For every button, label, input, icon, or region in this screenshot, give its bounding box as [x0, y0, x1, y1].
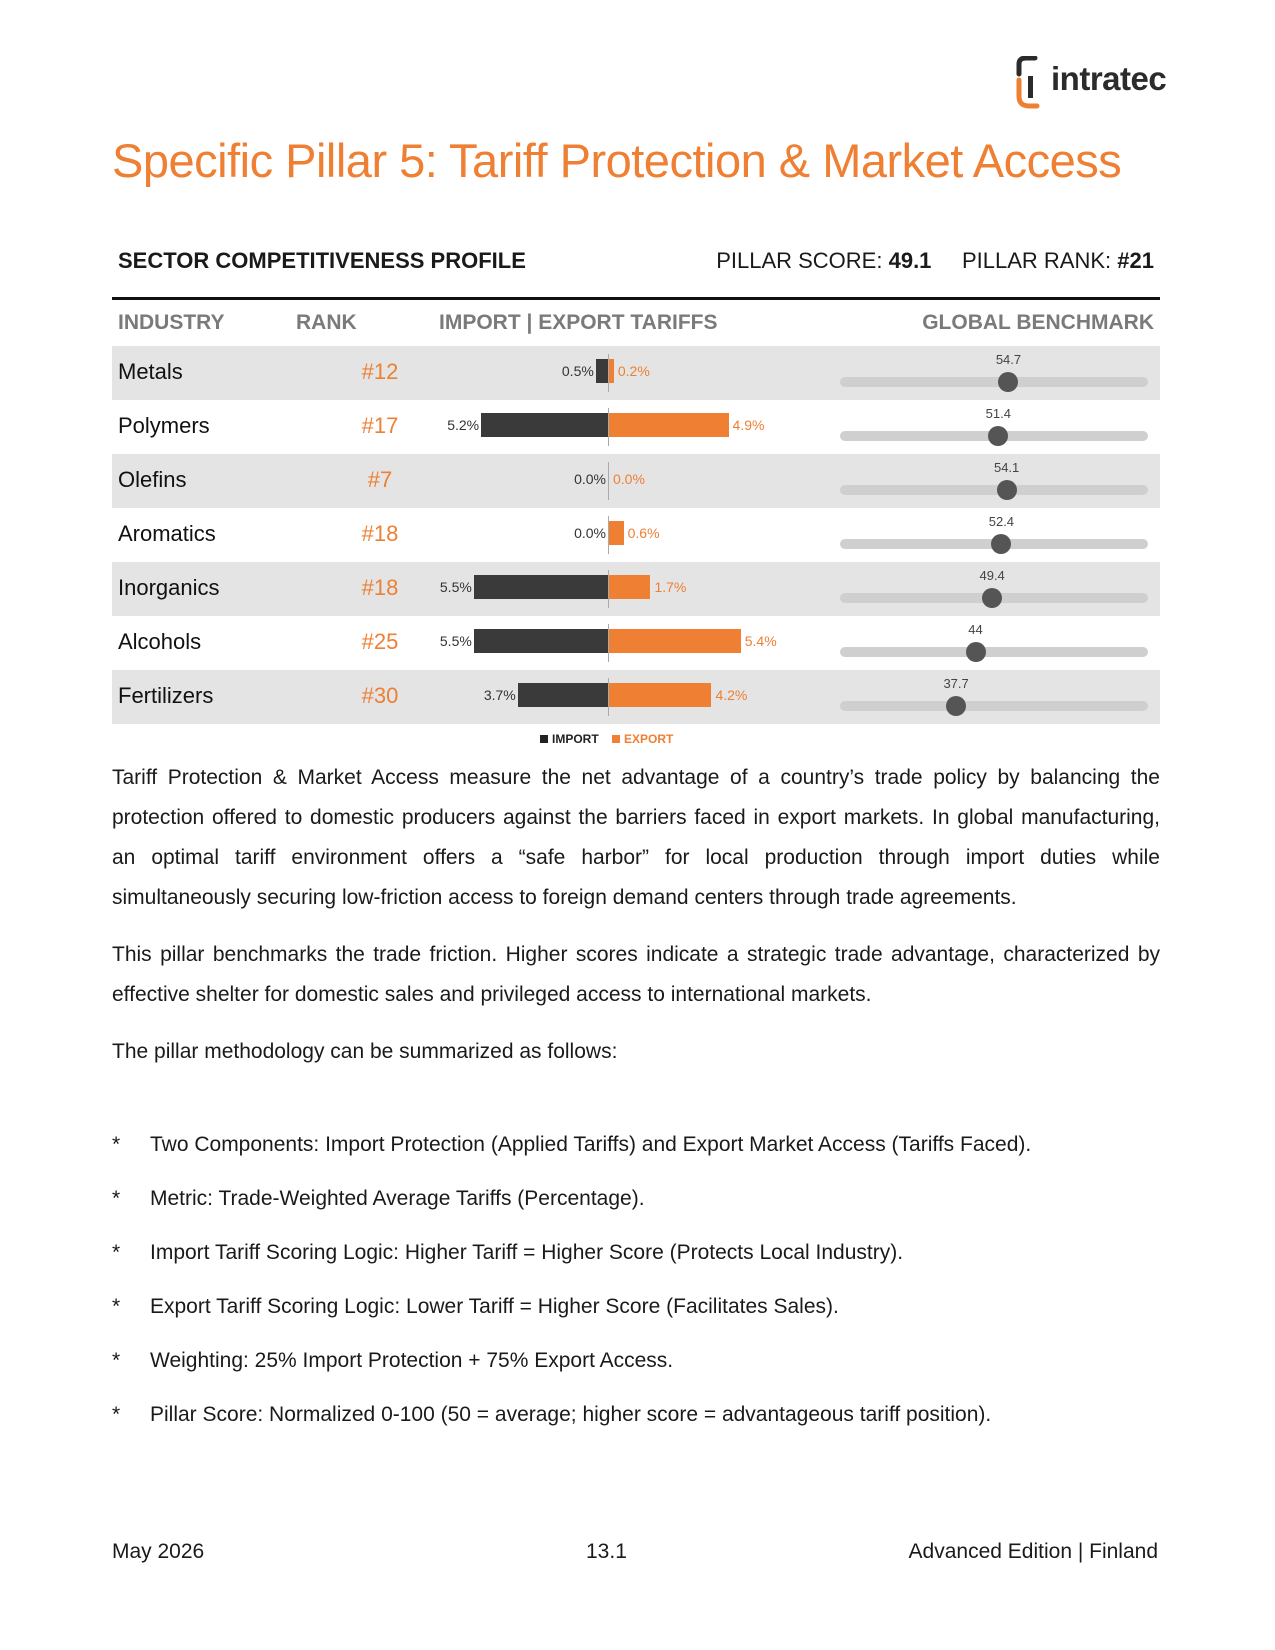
export-label: 4.9% — [732, 417, 765, 433]
benchmark-track — [840, 647, 1148, 657]
industry-name: Alcohols — [118, 629, 202, 654]
table-row — [112, 670, 1160, 724]
logo-mark-icon — [1015, 56, 1055, 112]
export-bar — [609, 413, 729, 437]
industry-rank: #18 — [361, 575, 399, 600]
table-header — [112, 311, 1160, 343]
industry-rank: #18 — [361, 521, 399, 546]
benchmark-value: 37.7 — [943, 676, 969, 691]
import-bar — [518, 683, 608, 707]
industry-name: Polymers — [118, 413, 210, 438]
legend-import — [540, 732, 599, 746]
zero-axis — [608, 570, 609, 608]
benchmark-track — [840, 701, 1148, 711]
rank-label: PILLAR RANK: — [961, 248, 1112, 273]
import-bar — [596, 359, 608, 383]
import-label: 0.0% — [574, 525, 606, 541]
bullet-marker: * — [112, 1241, 121, 1264]
export-label: 0.2% — [617, 363, 650, 379]
industry-name: Aromatics — [118, 521, 216, 546]
table-row — [112, 562, 1160, 616]
zero-axis — [608, 354, 609, 392]
bullet-text: Import Tariff Scoring Logic: Higher Tariff = Higher Score (Protects Local Industry). — [150, 1241, 904, 1264]
tariff-bars — [412, 454, 912, 508]
col-tariffs: IMPORT | EXPORT TARIFFS — [439, 311, 718, 334]
list-item — [112, 1126, 1160, 1180]
col-benchmark: GLOBAL BENCHMARK — [922, 311, 1154, 334]
tariff-bars — [412, 346, 912, 400]
export-label: 4.2% — [715, 687, 748, 703]
body-text — [112, 758, 1160, 1089]
tariff-bars — [412, 616, 912, 670]
tariff-bars — [412, 400, 912, 454]
footer-date: May 2026 — [112, 1540, 205, 1563]
benchmark-value: 49.4 — [979, 568, 1005, 583]
benchmark-marker — [982, 588, 1002, 608]
import-label: 0.5% — [561, 363, 594, 379]
global-benchmark — [840, 670, 1148, 724]
bullet-marker: * — [112, 1187, 121, 1210]
bullet-text: Pillar Score: Normalized 0-100 (50 = average; higher score = advantageous tariff position). — [150, 1403, 992, 1426]
export-label: 0.6% — [627, 525, 660, 541]
benchmark-marker — [988, 426, 1008, 446]
export-label: 5.4% — [744, 633, 777, 649]
list-item — [112, 1180, 1160, 1234]
industry-rank: #17 — [361, 413, 399, 438]
list-item — [112, 1396, 1160, 1450]
bullet-marker: * — [112, 1403, 121, 1426]
export-label: 1.7% — [654, 579, 687, 595]
legend-import-label: IMPORT — [552, 732, 599, 746]
profile-table — [112, 346, 1160, 724]
bullet-marker: * — [112, 1133, 121, 1156]
benchmark-marker — [997, 480, 1017, 500]
legend-export-label: EXPORT — [624, 732, 674, 746]
col-industry: INDUSTRY — [118, 311, 225, 334]
list-item — [112, 1342, 1160, 1396]
import-label: 5.5% — [439, 579, 472, 595]
tariff-bars — [412, 508, 912, 562]
table-row — [112, 508, 1160, 562]
export-bar — [609, 575, 650, 599]
table-row — [112, 454, 1160, 508]
export-bar — [609, 629, 741, 653]
legend-import-swatch — [540, 735, 548, 743]
chart-legend — [540, 732, 673, 746]
import-label: 0.0% — [574, 471, 606, 487]
profile-heading: SECTOR COMPETITIVENESS PROFILE — [118, 248, 526, 273]
header-rule — [112, 297, 1160, 300]
benchmark-track — [840, 485, 1148, 495]
list-item — [112, 1288, 1160, 1342]
benchmark-value: 44 — [968, 622, 983, 637]
zero-axis — [608, 516, 609, 554]
bullet-marker: * — [112, 1349, 121, 1372]
footer-edition: Advanced Edition | Finland — [908, 1540, 1158, 1563]
industry-name: Fertilizers — [118, 683, 214, 708]
methodology-list — [112, 1126, 1160, 1450]
global-benchmark — [840, 562, 1148, 616]
zero-axis — [608, 678, 609, 716]
tariff-bars — [412, 670, 912, 724]
bullet-text: Weighting: 25% Import Protection + 75% Export Access. — [150, 1349, 674, 1372]
list-item — [112, 1234, 1160, 1288]
rank-value: #21 — [1117, 248, 1154, 273]
benchmark-value: 52.4 — [988, 514, 1015, 529]
zero-axis — [608, 462, 609, 500]
benchmark-value: 54.1 — [993, 460, 1020, 475]
table-row — [112, 400, 1160, 454]
zero-axis — [608, 408, 609, 446]
score-label: PILLAR SCORE: — [716, 248, 883, 273]
bullet-text: Two Components: Import Protection (Applied Tariffs) and Export Market Access (Tariffs Faced). — [150, 1133, 1032, 1156]
paragraph: Tariff Protection & Market Access measure the net advantage of a country’s trade policy by balancing the protection offered to domestic producers against the barriers faced in export markets. In global manufacturing, an optimal tariff environment offers a “safe harbor” for local production through import duties while simultaneously securing low-friction access to foreign demand centers through trade agreements. — [112, 766, 1160, 909]
table-row — [112, 616, 1160, 670]
table-row — [112, 346, 1160, 400]
benchmark-marker — [946, 696, 966, 716]
global-benchmark — [840, 346, 1148, 400]
import-label: 3.7% — [483, 687, 516, 703]
benchmark-marker — [966, 642, 986, 662]
import-bar — [481, 413, 608, 437]
benchmark-value: 51.4 — [985, 406, 1011, 421]
export-bar — [609, 359, 614, 383]
industry-rank: #25 — [361, 629, 399, 654]
score-value: 49.1 — [888, 248, 932, 273]
benchmark-marker — [991, 534, 1011, 554]
benchmark-track — [840, 377, 1148, 387]
export-bar — [609, 521, 624, 545]
pillar-score-rank — [716, 248, 1154, 274]
global-benchmark — [840, 508, 1148, 562]
industry-rank: #30 — [361, 683, 399, 708]
paragraph: The pillar methodology can be summarized as follows: — [112, 1040, 618, 1063]
import-bar — [474, 575, 608, 599]
benchmark-marker — [998, 372, 1018, 392]
bullet-text: Metric: Trade-Weighted Average Tariffs (Percentage). — [150, 1187, 645, 1210]
import-bar — [474, 629, 608, 653]
import-label: 5.5% — [439, 633, 472, 649]
paragraph: This pillar benchmarks the trade friction. Higher scores indicate a strategic trade advantage, characterized by effective shelter for domestic sales and privileged access to international markets. — [112, 943, 1160, 1006]
tariff-bars — [412, 562, 912, 616]
zero-axis — [608, 624, 609, 662]
legend-export-swatch — [612, 735, 620, 743]
import-label: 5.2% — [447, 417, 480, 433]
global-benchmark — [840, 400, 1148, 454]
profile-header — [112, 248, 1160, 278]
bullet-marker: * — [112, 1295, 121, 1318]
benchmark-value: 54.7 — [995, 352, 1022, 367]
industry-rank: #12 — [361, 359, 399, 384]
footer-page-number: 13.1 — [586, 1540, 627, 1563]
bullet-text: Export Tariff Scoring Logic: Lower Tariff = Higher Score (Facilitates Sales). — [150, 1295, 839, 1318]
intratec-logo — [1015, 56, 1165, 112]
industry-rank: #7 — [367, 467, 393, 492]
export-bar — [609, 683, 711, 707]
logo-text: intratec — [1051, 60, 1167, 97]
industry-name: Inorganics — [118, 575, 220, 600]
industry-name: Metals — [118, 359, 183, 384]
page-title: Specific Pillar 5: Tariff Protection & Market Access — [112, 134, 1122, 187]
global-benchmark — [840, 454, 1148, 508]
export-label: 0.0% — [613, 471, 645, 487]
industry-name: Olefins — [118, 467, 187, 492]
col-rank: RANK — [296, 311, 357, 334]
global-benchmark — [840, 616, 1148, 670]
legend-export — [612, 732, 673, 746]
